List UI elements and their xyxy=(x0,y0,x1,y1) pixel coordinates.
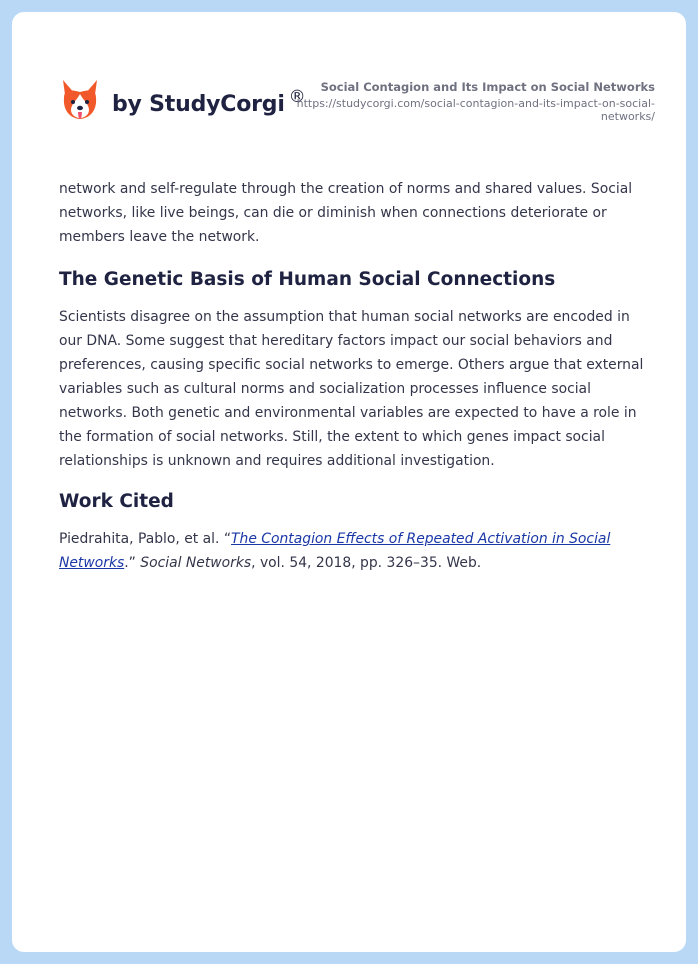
document-body xyxy=(59,177,649,575)
studycorgi-logo[interactable] xyxy=(60,76,305,126)
brand-name xyxy=(112,86,306,117)
citation-article-link[interactable]: The Contagion Effects of Repeated Activation in Social Networks xyxy=(59,531,611,571)
section-paragraph: Scientists disagree on the assumption that human social networks are encoded in our DNA. Some suggest that hereditary factors impact our social behaviors and preferences, causing specific social networks to emerge. Others argue that external variables such as cultural norms and socialization processes influence social networks. Both genetic and environmental variables are expected to have a role in the formation of social networks. Still, the extent to which genes impact social relationships is unknown and requires additional investigation. xyxy=(59,309,644,469)
citation-punctuation: .” xyxy=(124,555,141,571)
document-meta xyxy=(295,80,655,123)
document-url[interactable]: https://studycorgi.com/social-contagion-and-its-impact-on-social-networks/ xyxy=(296,97,655,123)
citation-authors: Piedrahita, Pablo, et al. “ xyxy=(59,531,232,547)
citation xyxy=(59,527,649,575)
citation-details: , vol. 54, 2018, pp. 326–35. Web. xyxy=(251,555,482,571)
works-cited-heading: Work Cited xyxy=(59,491,174,512)
document-title: Social Contagion and Its Impact on Social Networks xyxy=(320,80,655,94)
section-heading: The Genetic Basis of Human Social Connections xyxy=(59,269,556,290)
document-page xyxy=(12,12,686,952)
corgi-icon xyxy=(60,78,100,124)
citation-journal: Social Networks xyxy=(140,555,252,571)
page-header xyxy=(12,12,686,152)
brand-text: by StudyCorgi xyxy=(112,91,285,117)
intro-paragraph: network and self-regulate through the creation of norms and shared values. Social networks, like live beings, can die or diminish when connections deteriorate or members leave the network. xyxy=(59,181,633,245)
registered-mark: ® xyxy=(288,86,306,107)
